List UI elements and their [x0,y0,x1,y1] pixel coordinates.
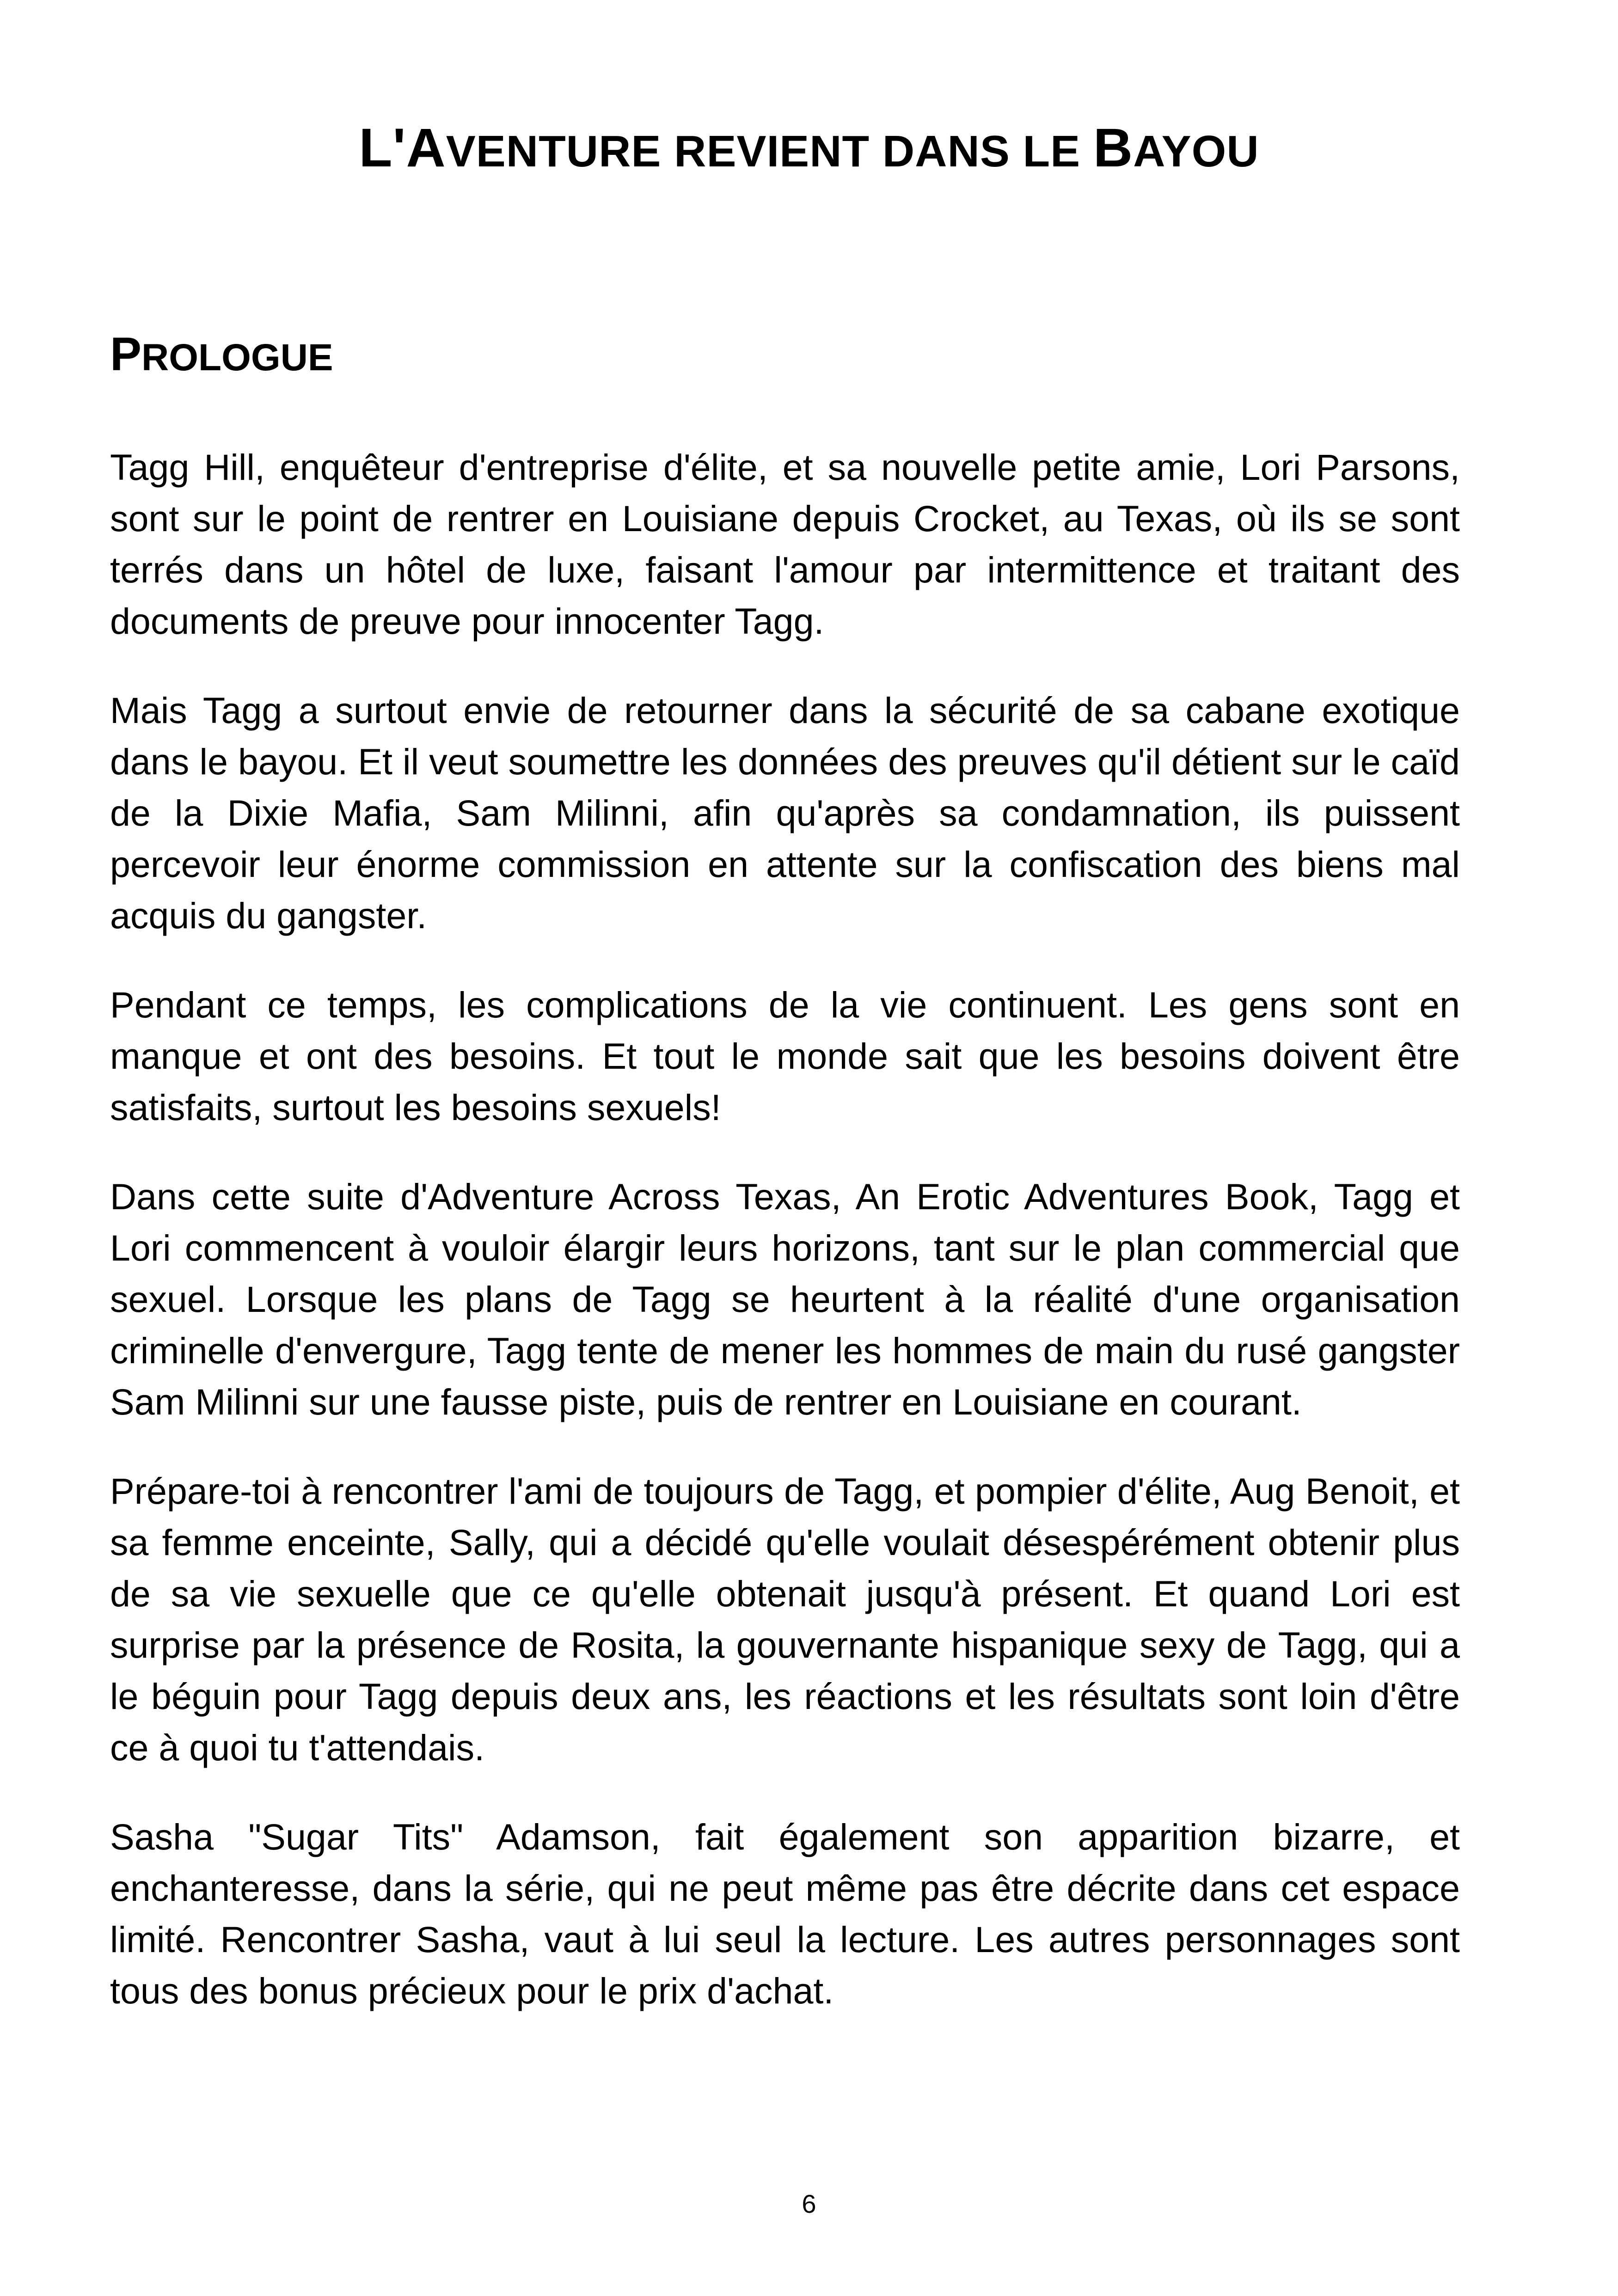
paragraph-6: Sasha "Sugar Tits" Adamson, fait également son apparition bizarre, et enchanteresse, dans la série, qui ne peut même pas être décrite dans cet espace limité. Rencontrer Sasha, vaut à lui seul la lecture. Les autres personnages sont tous des bonus précieux pour le prix d'achat. [110,1816,1460,2011]
book-title-cap-2: B [1093,117,1134,178]
book-title-rest-1: VENTURE REVIENT DANS LE [446,127,1093,176]
paragraph-3: Pendant ce temps, les complications de la vie continuent. Les gens sont en manque et ont des besoins. Et tout le monde sait que les besoins doivent être satisfaits, surtout les besoins sexuels! [110,984,1460,1128]
chapter-title-rest: ROLOGUE [141,337,333,379]
book-title [0,116,1618,181]
paragraph-5: Prépare-toi à rencontrer l'ami de toujours de Tagg, et pompier d'élite, Aug Benoit, et sa femme enceinte, Sally, qui a décidé qu'elle voulait désespérément obtenir plus de sa vie sexuelle que ce qu'elle obtenait jusqu'à présent. Et quand Lori est surprise par la présence de Rosita, la gouvernante hispanique sexy de Tagg, qui a le béguin pour Tagg depuis deux ans, les réactions et les résultats sont loin d'être ce à quoi tu t'attendais. [110,1470,1460,1768]
book-title-cap-1: L'A [359,117,446,178]
chapter-title-cap: P [110,328,142,380]
paragraph-4: Dans cette suite d'Adventure Across Texas, An Erotic Adventures Book, Tagg et Lori commencent à vouloir élargir leurs horizons, tant sur le plan commercial que sexuel. Lorsque les plans de Tagg se heurtent à la réalité d'une organisation criminelle d'envergure, Tagg tente de mener les hommes de main du rusé gangster Sam Milinni sur une fausse piste, puis de rentrer en Louisiane en courant. [110,1176,1460,1422]
paragraph-1: Tagg Hill, enquêteur d'entreprise d'élite, et sa nouvelle petite amie, Lori Parsons, sont sur le point de rentrer en Louisiane depuis Crocket, au Texas, où ils se sont terrés dans un hôtel de luxe, faisant l'amour par intermittence et traitant des documents de preuve pour innocenter Tagg. [110,447,1460,642]
chapter-title [110,326,333,382]
paragraph-2: Mais Tagg a surtout envie de retourner dans la sécurité de sa cabane exotique dans le bayou. Et il veut soumettre les données des preuves qu'il détient sur le caïd de la Dixie Mafia, Sam Milinni, afin qu'après sa condamnation, ils puissent percevoir leur énorme commission en attente sur la confiscation des biens mal acquis du gangster. [110,690,1460,936]
book-title-rest-2: AYOU [1133,127,1259,176]
page-number: 6 [802,2189,816,2218]
body-text [110,441,1460,2054]
